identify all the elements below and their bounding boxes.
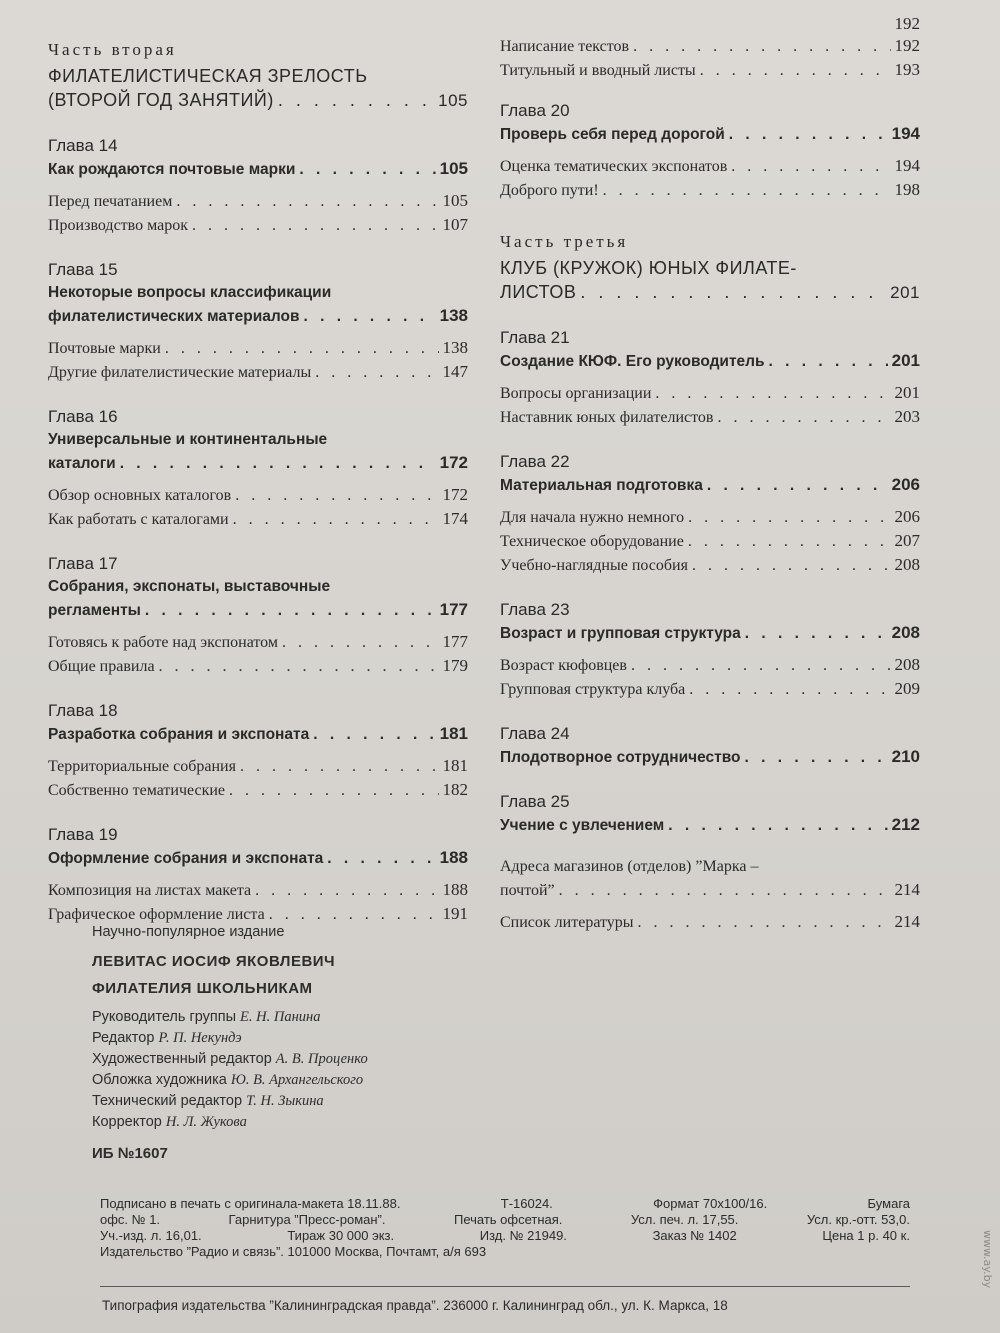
page-number: 105: [438, 91, 468, 110]
chapter-label: Глава 16: [48, 407, 118, 426]
chapter-title: Собрания, экспонаты, выставочные: [48, 578, 331, 595]
pub-field: офс. № 1.: [100, 1212, 161, 1227]
pub-line: [100, 1196, 910, 1212]
toc-row: [500, 878, 920, 902]
chapter-title: филателистических материалов: [48, 308, 300, 325]
leader-dots: [235, 484, 438, 507]
leader-dots: [313, 723, 435, 746]
toc-row: [48, 189, 468, 213]
credit-name: Р. П. Некундэ: [158, 1030, 242, 1046]
part-title-line: ФИЛАТЕЛИСТИЧЕСКАЯ ЗРЕЛОСТЬ: [48, 66, 368, 86]
section-list: [48, 754, 468, 802]
toc-row: [500, 178, 920, 202]
credit-name: Т. Н. Зыкина: [246, 1093, 324, 1109]
page-number: 107: [442, 215, 468, 234]
page-number: 138: [439, 306, 468, 325]
chapter-label: Глава 24: [500, 724, 570, 743]
page-number: 181: [442, 756, 468, 775]
page-number: 147: [442, 362, 468, 381]
toc-row: [500, 58, 920, 82]
chapter-title: Плодотворное сотрудничество: [500, 749, 741, 766]
toc-row: [500, 653, 920, 677]
toc-row: [500, 14, 920, 34]
section-title: Титульный и вводный листы: [500, 62, 696, 79]
leader-dots: [745, 746, 888, 769]
chapter-title-row: [48, 304, 468, 328]
page-number: 191: [442, 904, 468, 923]
toc-row: [500, 677, 920, 701]
chapter: [48, 824, 468, 926]
section-list: [500, 381, 920, 429]
part-title: [48, 64, 468, 113]
section-title: Возраст кюфовцев: [500, 657, 627, 674]
page-number: 177: [442, 632, 468, 651]
watermark: www.ay.by: [981, 1230, 994, 1289]
chapter: [500, 791, 920, 837]
imprint-block: [92, 922, 912, 1162]
toc-row: [48, 213, 468, 237]
chapter-title: Создание КЮФ. Его руководитель: [500, 353, 765, 370]
leader-dots: [299, 158, 435, 181]
pub-line: Издательство ”Радио и связь”. 101000 Москва, Почтамт, а/я 693: [100, 1244, 487, 1259]
page-number: 105: [439, 159, 468, 178]
toc-row: [48, 507, 468, 531]
credit-name: Е. Н. Панина: [240, 1009, 321, 1025]
chapter: [500, 451, 920, 577]
chapter-label: Глава 22: [500, 452, 570, 471]
section-title: Композиция на листах макета: [48, 882, 252, 899]
chapter-title-row: [500, 473, 920, 497]
leader-dots: [631, 654, 891, 677]
chapter-title-row: [48, 451, 468, 475]
leader-dots: [233, 508, 439, 531]
leader-dots: [559, 879, 891, 902]
page-number: 181: [439, 724, 468, 743]
chapter-label: Глава 19: [48, 825, 118, 844]
chapter-title: Оформление собрания и экспоната: [48, 850, 324, 867]
toc-row: [500, 34, 920, 58]
chapter-title: Возраст и групповая структура: [500, 625, 741, 642]
credit-line: [92, 1112, 912, 1133]
chapter: [48, 700, 468, 802]
section-title: Другие филателистические материалы: [48, 364, 312, 381]
page-number: 208: [894, 555, 920, 574]
chapter: [48, 553, 468, 678]
chapter-title: регламенты: [48, 602, 141, 619]
section-title: Готовясь к работе над экспонатом: [48, 634, 278, 651]
section-title: Написание текстов: [500, 38, 630, 55]
chapter-title-row: [500, 813, 920, 837]
leader-dots: [603, 179, 891, 202]
pub-field: Цена 1 р. 40 к.: [822, 1228, 910, 1243]
credit-name: А. В. Проценко: [275, 1051, 368, 1067]
page-number: 214: [894, 880, 920, 899]
credit-line: [92, 1049, 912, 1070]
chapter-list: [48, 135, 468, 926]
toc-row: [500, 405, 920, 429]
leader-dots: [668, 814, 887, 837]
chapter: [500, 100, 920, 202]
chapter-title-row: [500, 621, 920, 645]
page-number: 210: [891, 747, 920, 766]
page-number: 201: [894, 383, 920, 402]
part-title-row: [500, 280, 920, 305]
chapter-title: Универсальные и континентальные: [48, 431, 328, 448]
section-title: Для начала нужно немного: [500, 509, 685, 526]
leader-dots: [278, 88, 434, 112]
chapter-title: Учение с увлечением: [500, 817, 665, 834]
pub-field: Изд. № 21949.: [479, 1228, 567, 1243]
section-list: [500, 653, 920, 701]
section-title: Доброго пути!: [500, 182, 599, 199]
section-title: Производство марок: [48, 217, 188, 234]
toc-row: [48, 878, 468, 902]
leader-dots: [689, 678, 890, 701]
part-title: [500, 256, 920, 305]
part-label: Часть третья: [500, 232, 629, 251]
leader-dots: [159, 655, 439, 678]
section-title: Вопросы организации: [500, 385, 652, 402]
credit-line: [92, 1007, 912, 1028]
leader-dots: [165, 337, 439, 360]
leader-dots: [688, 506, 890, 529]
part-three: [500, 232, 920, 305]
page-number: 214: [894, 912, 920, 931]
chapter-title-row: [500, 745, 920, 769]
section-list: [48, 483, 468, 531]
credit-name: Ю. В. Архангельского: [230, 1072, 364, 1088]
chapter-title-row: [500, 122, 920, 146]
toc-row: [48, 630, 468, 654]
printing-house: Типография издательства ”Калининградская правда”. 236000 г. Калининград обл., ул. К. Маркса, 18: [102, 1298, 728, 1313]
credit-line: [92, 1091, 912, 1112]
leader-dots: [145, 599, 436, 622]
credits-list: [92, 1007, 912, 1133]
leader-dots: [120, 452, 436, 475]
leader-dots: [700, 59, 891, 82]
page-number: 208: [891, 623, 920, 642]
leader-dots: [229, 779, 438, 802]
section-title: Перед печатанием: [48, 193, 173, 210]
toc-row: [48, 754, 468, 778]
edition-type: Научно-популярное издание: [92, 924, 285, 940]
page-number: 194: [894, 156, 920, 175]
credit-role: Обложка художника: [92, 1072, 227, 1088]
section-title: Список литературы: [500, 914, 634, 931]
section-list: [48, 189, 468, 237]
chapter: [500, 327, 920, 429]
leader-dots: [707, 474, 888, 497]
page-number: 179: [442, 656, 468, 675]
credit-role: Руководитель группы: [92, 1009, 237, 1025]
section-title: Наставник юных филателистов: [500, 409, 714, 426]
chapter-label: Глава 21: [500, 328, 570, 347]
chapter-label: Глава 18: [48, 701, 118, 720]
leader-dots: [692, 554, 891, 577]
leader-dots: [580, 280, 886, 304]
chapter: [48, 259, 468, 384]
leader-dots: [745, 622, 888, 645]
credit-line: [92, 1070, 912, 1091]
chapter-title-row: [48, 722, 468, 746]
page-number: 207: [894, 531, 920, 550]
author-name: ЛЕВИТАС ИОСИФ ЯКОВЛЕВИЧ: [92, 953, 336, 970]
chapter-title: Некоторые вопросы классификации: [48, 284, 332, 301]
page-number: 198: [894, 180, 920, 199]
toc-row: [48, 336, 468, 360]
chapter-title-row: [48, 598, 468, 622]
page-number: 182: [442, 780, 468, 799]
pub-field: Заказ № 1402: [652, 1228, 737, 1243]
section-title: почтой”: [500, 882, 555, 899]
toc-row: [48, 654, 468, 678]
section-title: Общие правила: [48, 658, 155, 675]
leader-dots: [176, 190, 438, 213]
page-number: 203: [894, 407, 920, 426]
section-title: Графическое оформление листа: [48, 906, 265, 923]
page-number: 193: [894, 60, 920, 79]
pub-field: Бумага: [867, 1196, 910, 1211]
credit-name: Н. Л. Жукова: [165, 1114, 247, 1130]
part-label: Часть вторая: [48, 40, 177, 59]
leader-dots: [655, 382, 890, 405]
pub-field: Подписано в печать с оригинала-макета 18.11.88.: [100, 1196, 401, 1211]
leader-dots: [255, 879, 438, 902]
pub-line: [100, 1228, 910, 1244]
leader-dots: [315, 361, 438, 384]
leader-dots: [688, 530, 891, 553]
book-title: ФИЛАТЕЛИЯ ШКОЛЬНИКАМ: [92, 980, 313, 997]
page-number: 192: [894, 36, 920, 55]
page-number: 206: [891, 475, 920, 494]
pub-field: Гарнитура ”Пресс-роман”.: [228, 1212, 386, 1227]
credit-line: [92, 1028, 912, 1049]
chapter: [500, 723, 920, 769]
part-title-row: [48, 88, 468, 113]
toc-row: [48, 483, 468, 507]
chapter-title: каталоги: [48, 455, 116, 472]
section-title: Территориальные собрания: [48, 758, 236, 775]
chapter-title: Как рождаются почтовые марки: [48, 161, 296, 178]
section-title: Оценка тематических экспонатов: [500, 158, 728, 175]
chapter-list: [500, 327, 920, 837]
part-title-line: КЛУБ (КРУЖОК) ЮНЫХ ФИЛАТЕ-: [500, 258, 797, 278]
page-number: 188: [442, 880, 468, 899]
toc-row: [500, 505, 920, 529]
toc-row: [500, 154, 920, 178]
publication-details: [100, 1196, 910, 1260]
toc-left-column: [48, 40, 468, 926]
section-title: Собственно тематические: [48, 782, 226, 799]
page-number: 138: [442, 338, 468, 357]
page-number: 201: [890, 283, 920, 302]
chapter-label: Глава 20: [500, 101, 570, 120]
toc-row: [500, 529, 920, 553]
leader-dots: [769, 350, 888, 373]
chapter-title: Разработка собрания и экспоната: [48, 726, 310, 743]
page-number: 192: [894, 14, 920, 33]
chapter-label: Глава 15: [48, 260, 118, 279]
leader-dots: [729, 123, 888, 146]
chapter: [48, 406, 468, 531]
section-title: Учебно-наглядные пособия: [500, 557, 688, 574]
pub-field: Формат 70x100/16.: [653, 1196, 768, 1211]
leader-dots: [303, 305, 435, 328]
section-title: Адреса магазинов (отделов) ”Марка –: [500, 858, 759, 875]
pub-field: Тираж 30 000 экз.: [287, 1228, 395, 1243]
credit-role: Редактор: [92, 1030, 155, 1046]
page-number: 172: [439, 453, 468, 472]
section-list: [500, 154, 920, 202]
chapter-title: Проверь себя перед дорогой: [500, 126, 725, 143]
leader-dots: [731, 155, 890, 178]
toc-row: [500, 553, 920, 577]
toc-row: [48, 360, 468, 384]
page-number: 208: [894, 655, 920, 674]
leader-dots: [240, 755, 439, 778]
page-number: 172: [442, 485, 468, 504]
toc-right-column: [500, 14, 920, 934]
leader-dots: [717, 406, 890, 429]
part-title-line: (ВТОРОЙ ГОД ЗАНЯТИЙ): [48, 90, 274, 110]
leader-dots: [192, 214, 439, 237]
pub-field: Усл. кр.-отт. 53,0.: [806, 1212, 910, 1227]
toc-row: [500, 381, 920, 405]
section-list: [48, 878, 468, 926]
page-number: 105: [442, 191, 468, 210]
section-title: Обзор основных каталогов: [48, 487, 232, 504]
chapter-label: Глава 25: [500, 792, 570, 811]
pub-field: Уч.-изд. л. 16,01.: [100, 1228, 202, 1243]
credit-role: Художественный редактор: [92, 1051, 272, 1067]
page-number: 206: [894, 507, 920, 526]
section-list: [48, 336, 468, 384]
toc-row: [48, 778, 468, 802]
section-title: Как работать с каталогами: [48, 511, 229, 528]
page-number: 177: [439, 600, 468, 619]
addresses-entry: [500, 855, 920, 902]
chapter-label: Глава 14: [48, 136, 118, 155]
pub-field: Усл. печ. л. 17,55.: [630, 1212, 739, 1227]
credit-role: Технический редактор: [92, 1093, 243, 1109]
leader-dots: [282, 631, 439, 654]
pub-field: Т-16024.: [500, 1196, 553, 1211]
chapter: [500, 599, 920, 701]
chapter-title-row: [48, 157, 468, 181]
ib-number: ИБ №1607: [92, 1145, 168, 1162]
page-number: 194: [891, 124, 920, 143]
leader-dots: [633, 35, 890, 58]
chapter-label: Глава 17: [48, 554, 118, 573]
section-title: Почтовые марки: [48, 340, 161, 357]
chapter: [48, 135, 468, 237]
page-number: 188: [439, 848, 468, 867]
chapter-title-row: [48, 846, 468, 870]
pub-field: Печать офсетная.: [453, 1212, 563, 1227]
divider: [100, 1286, 910, 1287]
section-title: Групповая структура клуба: [500, 681, 686, 698]
leader-dots: [327, 847, 435, 870]
page-number: 174: [442, 509, 468, 528]
page-number: 212: [891, 815, 920, 834]
section-list: [500, 505, 920, 577]
pub-line: [100, 1212, 910, 1228]
chapter-label: Глава 23: [500, 600, 570, 619]
part-title-line: ЛИСТОВ: [500, 282, 577, 302]
page-number: 209: [894, 679, 920, 698]
chapter-title-row: [500, 349, 920, 373]
section-title: Техническое оборудование: [500, 533, 684, 550]
chapter-title: Материальная подготовка: [500, 477, 703, 494]
page-number: 201: [891, 351, 920, 370]
section-list: [48, 630, 468, 678]
credit-role: Корректор: [92, 1114, 162, 1130]
